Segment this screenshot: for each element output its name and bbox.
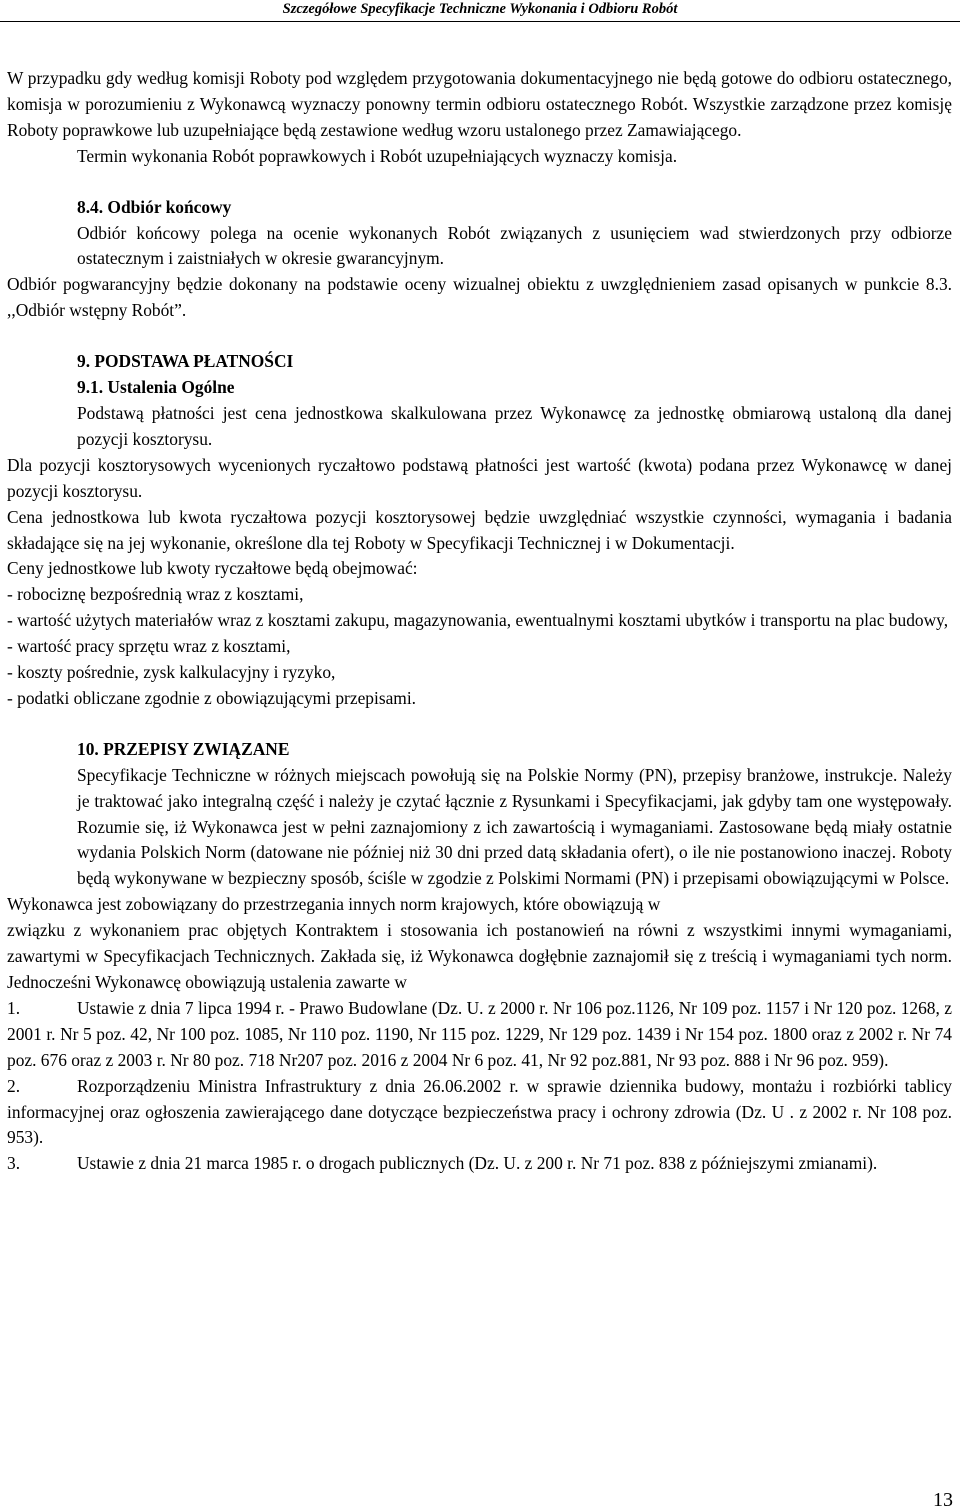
running-header: [0, 0, 960, 17]
section-8-4-heading: 8.4. Odbiór końcowy: [77, 196, 232, 217]
section-10-paragraph-2a: Wykonawca jest zobowiązany do przestrzegania innych norm krajowych, które obowiązują w: [7, 894, 661, 915]
list-item: - wartość użytych materiałów wraz z kosztami zakupu, magazynowania, ewentualnymi kosztami ubytków i transportu na plac budowy,: [7, 610, 949, 631]
regulation-text: Ustawie z dnia 21 marca 1985 r. o drogach publicznych (Dz. U. z 200 r. Nr 71 poz. 838 z późniejszymi zmianami).: [77, 1153, 878, 1174]
section-8-4-paragraph-2: Odbiór pogwarancyjny będzie dokonany na podstawie oceny wizualnej obiektu z uwzględnieniem zasad opisanych w punkcie 8.3. ,,Odbiór wstępny Robót”.: [7, 274, 952, 321]
section-9-paragraph-3: Cena jednostkowa lub kwota ryczałtowa pozycji kosztorysowej będzie uwzględniać wszystkie czynności, wymagania i badania składające się na jej wykonanie, określone dla tej Roboty w Specyfikacji Technicznej i w Dokumentacji.: [7, 506, 952, 553]
regulation-text: Rozporządzeniu Ministra Infrastruktury z dnia 26.06.2002 r. w sprawie dziennika budowy, montażu i rozbiórki tablicy informacyjnej oraz ogłoszenia zawierającego dane dotyczące bezpieczeństwa pracy i ochrony zdrowia (Dz. U . z 2002 r. Nr 108 poz. 953).: [7, 1075, 952, 1148]
regulation-number: 1.: [7, 997, 21, 1018]
page-body: [7, 66, 952, 1177]
section-10-paragraph-1: Specyfikacje Techniczne w różnych miejscach powołują się na Polskie Normy (PN), przepisy branżowe, instrukcje. Należy je traktować jako integralną część i należy je czytać łącznie z Rysunkami i Specyfikacjami, jak gdyby tam one występowały. Rozumie się, iż Wykonawca jest w pełni zaznajomiony z ich zawartością i wymaganiami. Zastosowane będą miały ostatnie wydania Polskich Norm (datowane nie później niż 30 dni przed datą składania ofert), o ile nie postanowiono inaczej. Roboty będą wykonywane w bezpieczny sposób, ściśle w zgodzie z Polskimi Normami (PN) i przepisami obowiązującymi w Polsce.: [77, 764, 952, 889]
page-number: 13: [933, 1489, 953, 1511]
intro-paragraph-1: W przypadku gdy według komisji Roboty pod względem przygotowania dokumentacyjnego nie będą gotowe do odbioru ostatecznego, komisja w porozumieniu z Wykonawcą wyznaczy ponowny termin odbioru ostatecznego Robót. Wszystkie zarządzone przez komisję Roboty poprawkowe lub uzupełniające będą zestawione według wzoru ustalonego przez Zamawiającego.: [7, 68, 952, 140]
regulation-item: [7, 996, 952, 1074]
header-rule: [0, 21, 960, 22]
regulation-item: [7, 1151, 952, 1177]
intro-paragraph-2: Termin wykonania Robót poprawkowych i Robót uzupełniających wyznaczy komisja.: [77, 145, 678, 166]
list-item: - robociznę bezpośrednią wraz z kosztami,: [7, 584, 304, 605]
list-item: - koszty pośrednie, zysk kalkulacyjny i ryzyko,: [7, 662, 336, 683]
document-title: Szczegółowe Specyfikacje Techniczne Wykonania i Odbioru Robót: [282, 1, 678, 17]
section-10-paragraph-2b: związku z wykonaniem prac objętych Kontraktem i stosowania ich postanowień na równi z wszystkimi innymi wymaganiami, zawartymi w Specyfikacjach Technicznych. Zakłada się, iż Wykonawca dogłębnie zaznajomił się z treścią i wymaganiami tych norm. Jednocześni Wykonawcę obowiązują ustalenia zawarte w: [7, 920, 952, 992]
regulation-number: 3.: [7, 1153, 21, 1174]
section-9-paragraph-1: Podstawą płatności jest cena jednostkowa skalkulowana przez Wykonawcę za jednostkę obmiarową ustaloną dla danej pozycji kosztorysu.: [77, 402, 952, 449]
section-9-1-heading: 9.1. Ustalenia Ogólne: [77, 377, 235, 398]
section-9-paragraph-4: Ceny jednostkowe lub kwoty ryczałtowe będą obejmować:: [7, 558, 418, 579]
list-item: - wartość pracy sprzętu wraz z kosztami,: [7, 636, 291, 657]
regulation-text: Ustawie z dnia 7 lipca 1994 r. - Prawo Budowlane (Dz. U. z 2000 r. Nr 106 poz.1126, Nr 109 poz. 1157 i Nr 120 poz. 1268, z 2001 r. Nr 5 poz. 42, Nr 100 poz. 1085, Nr 110 poz. 1190, Nr 115 poz. 1229, Nr 129 poz. 1439 i Nr 154 poz. 1800 oraz z 2002 r. Nr 74 poz. 676 oraz z 2003 r. Nr 80 poz. 718 Nr207 poz. 2016 z 2004 Nr 6 poz. 41, Nr 92 poz.881, Nr 93 poz. 888 i Nr 96 poz. 959).: [7, 997, 952, 1070]
section-8-4-paragraph-1: Odbiór końcowy polega na ocenie wykonanych Robót związanych z usunięciem wad stwierdzonych przy odbiorze ostatecznym i zaistniałych w okresie gwarancyjnym.: [77, 222, 952, 269]
list-item: - podatki obliczane zgodnie z obowiązującymi przepisami.: [7, 687, 417, 708]
regulation-number: 2.: [7, 1075, 21, 1096]
section-9-paragraph-2: Dla pozycji kosztorysowych wycenionych ryczałtowo podstawą płatności jest wartość (kwota) podana przez Wykonawcę w danej pozycji kosztorysu.: [7, 454, 952, 501]
section-9-heading: 9. PODSTAWA PŁATNOŚCI: [77, 351, 294, 372]
regulation-item: [7, 1074, 952, 1152]
section-10-heading: 10. PRZEPISY ZWIĄZANE: [77, 738, 290, 759]
